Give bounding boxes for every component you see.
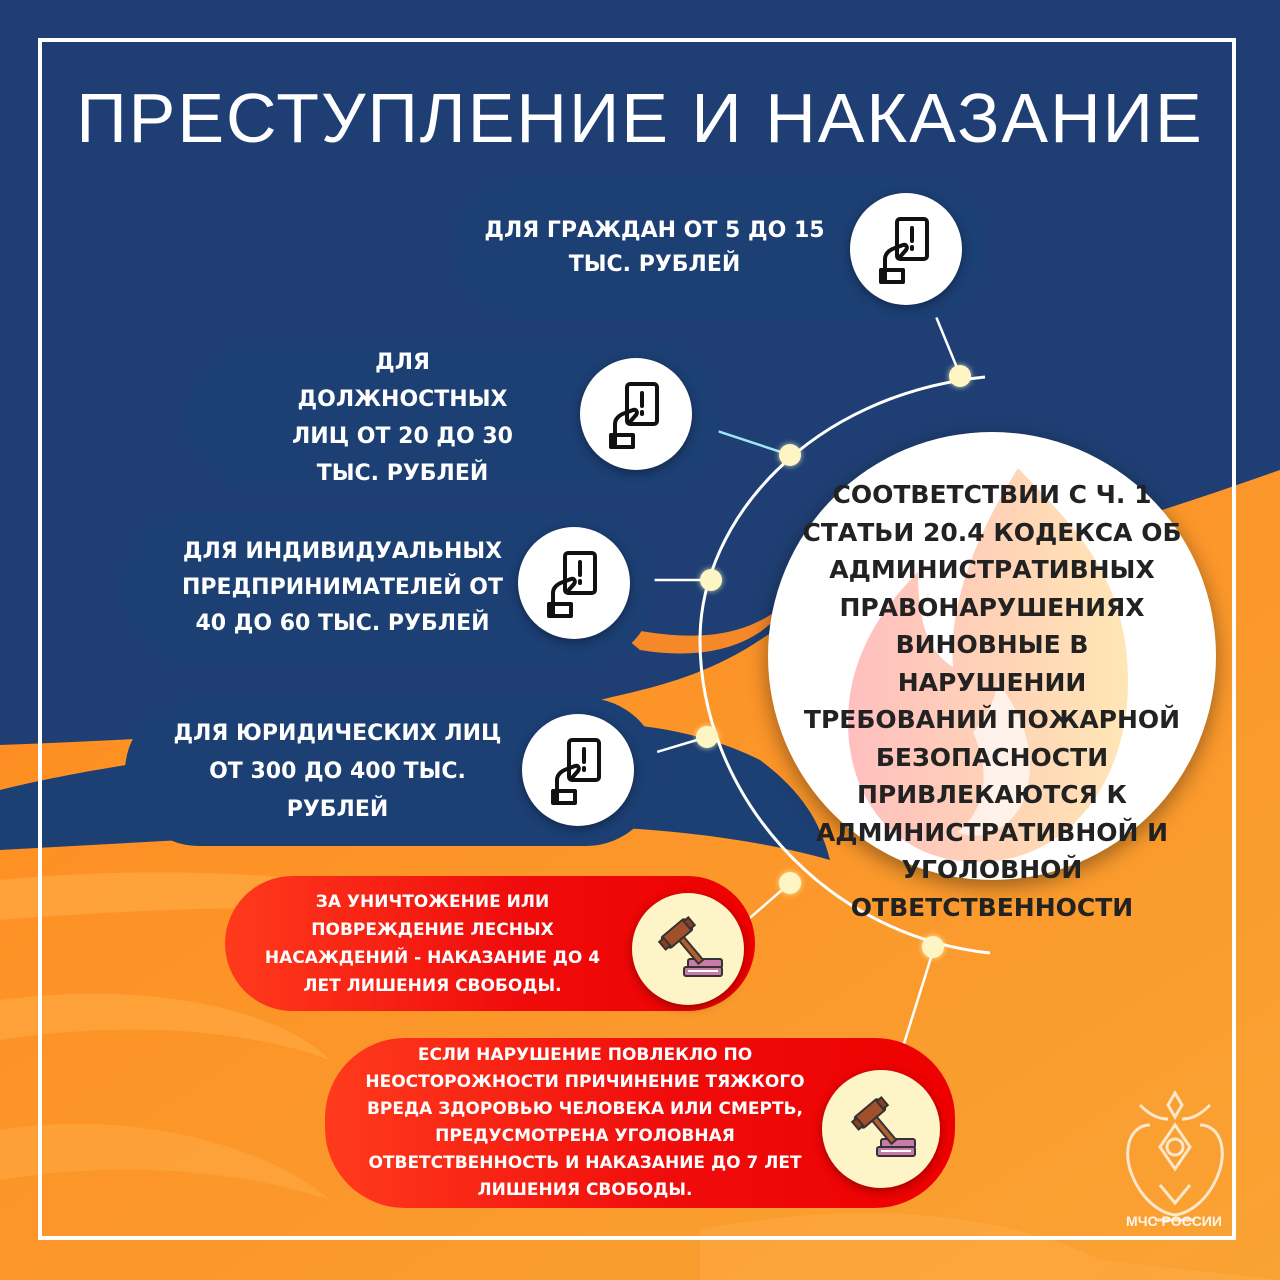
gavel-icon <box>822 1070 940 1188</box>
card-in-hand-icon <box>518 527 630 639</box>
fine-officials-text: ДЛЯ ДОЛЖНОСТНЫХ ЛИЦ ОТ 20 ДО 30 ТЫС. РУБЛЕЙ <box>292 349 513 486</box>
connector-dot <box>949 365 971 387</box>
fine-entrepreneurs-text: ДЛЯ ИНДИВИДУАЛЬНЫХ ПРЕДПРИНИМАТЕЛЕЙ ОТ 40 ДО 60 ТЫС. РУБЛЕЙ <box>182 538 503 636</box>
card-in-hand-icon <box>522 714 634 826</box>
connector-dot <box>700 569 722 591</box>
criminal-liability-text: ЕСЛИ НАРУШЕНИЕ ПОВЛЕКЛО ПО НЕОСТОРОЖНОСТИ ПРИЧИНЕНИЕ ТЯЖКОГО ВРЕДА ЗДОРОВЬЮ ЧЕЛОВЕКА ИЛИ СМЕРТЬ, ПРЕДУСМОТРЕНА УГОЛОВНАЯ ОТВЕТСТВЕННОСТЬ И НАКАЗАНИЕ ДО 7 ЛЕТ ЛИШЕНИЯ СВОБОДЫ. <box>365 1045 805 1200</box>
connector-dot <box>696 726 718 748</box>
page-title: ПРЕСТУПЛЕНИЕ И НАКАЗАНИЕ <box>76 79 1204 157</box>
legal-basis-circle <box>768 432 1216 922</box>
fine-legal-entities-text: ДЛЯ ЮРИДИЧЕСКИХ ЛИЦ ОТ 300 ДО 400 ТЫС. РУБЛЕЙ <box>173 721 502 822</box>
gavel-icon <box>632 893 744 1005</box>
fine-citizens-text: ДЛЯ ГРАЖДАН ОТ 5 ДО 15 ТЫС. РУБЛЕЙ <box>484 218 825 277</box>
connector-dot <box>922 936 944 958</box>
forest-damage-text: ЗА УНИЧТОЖЕНИЕ ИЛИ ПОВРЕЖДЕНИЕ ЛЕСНЫХ НАСАЖДЕНИЙ - НАКАЗАНИЕ ДО 4 ЛЕТ ЛИШЕНИЯ СВОБОДЫ. <box>264 891 601 996</box>
card-in-hand-icon <box>580 358 692 470</box>
mchs-label: МЧС РОССИИ <box>1126 1213 1222 1229</box>
card-in-hand-icon <box>850 193 962 305</box>
legal-basis-text: СООТВЕТСТВИИ С Ч. 1 СТАТЬИ 20.4 КОДЕКСА ОБ АДМИНИСТРАТИВНЫХ ПРАВОНАРУШЕНИЯХ ВИНОВНЫЕ В НАРУШЕНИИ ТРЕБОВАНИЙ ПОЖАРНОЙ БЕЗОПАСНОСТИ ПРИВЛЕКАЮТСЯ К АДМИНИСТРАТИВНОЙ И УГОЛОВНОЙ ОТВЕТСТВЕННОСТИ <box>802 480 1182 922</box>
